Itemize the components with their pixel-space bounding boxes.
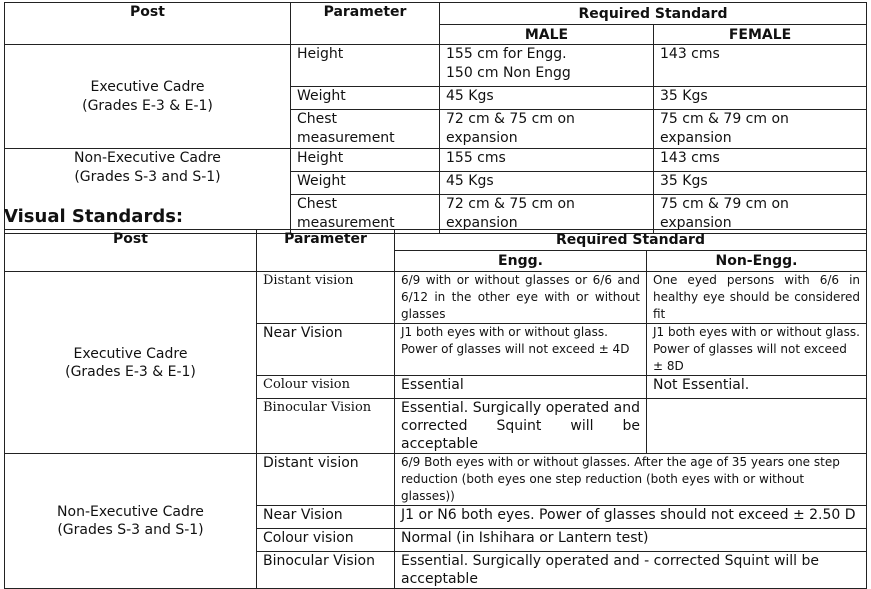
non-engg-cell: Not Essential. xyxy=(647,376,867,399)
post-name: Non-Executive Cadre xyxy=(57,504,204,520)
female-cell: 75 cm & 79 cm on expansion xyxy=(654,110,867,149)
female-cell: 143 cms xyxy=(654,149,867,172)
param-cell: Chest measurement xyxy=(291,110,440,149)
post-cell xyxy=(5,454,257,589)
param-cell: Weight xyxy=(291,172,440,195)
header-post: Post xyxy=(5,3,291,45)
female-cell: 35 Kgs xyxy=(654,172,867,195)
male-cell: 72 cm & 75 cm on expansion xyxy=(440,110,654,149)
male-line: 150 cm Non Engg xyxy=(446,65,571,81)
param-cell: Near Vision xyxy=(257,324,395,376)
header-male: MALE xyxy=(440,25,654,45)
param-cell: Height xyxy=(291,149,440,172)
female-cell: 35 Kgs xyxy=(654,87,867,110)
post-grades: (Grades E-3 & E-1) xyxy=(82,97,213,114)
param-cell: Near Vision xyxy=(257,506,395,529)
standard-cell: J1 or N6 both eyes. Power of glasses should not exceed ± 2.50 D xyxy=(395,506,867,529)
header-parameter: Parameter xyxy=(291,3,440,45)
male-line: 155 cm for Engg. xyxy=(446,46,567,62)
female-cell: 143 cms xyxy=(654,45,867,87)
visual-standards-heading: Visual Standards: xyxy=(4,206,184,227)
header-non-engg: Non-Engg. xyxy=(647,251,867,272)
post-grades: (Grades S-3 and S-1) xyxy=(57,522,204,538)
male-cell: 45 Kgs xyxy=(440,172,654,195)
param-cell: Binocular Vision xyxy=(257,552,395,589)
standard-cell: Essential. Surgically operated and - corrected Squint will be acceptable xyxy=(395,552,867,589)
standard-cell: 6/9 Both eyes with or without glasses. After the age of 35 years one step reduction (both eyes one step reduction (both eyes with or without glasses)) xyxy=(395,454,867,506)
post-name: Executive Cadre xyxy=(90,78,205,95)
header-engg: Engg. xyxy=(395,251,647,272)
header-required-standard: Required Standard xyxy=(440,3,867,25)
physical-standards-table xyxy=(4,2,867,234)
post-name: Non-Executive Cadre xyxy=(74,150,221,166)
post-cell xyxy=(5,45,291,149)
female-cell: 75 cm & 79 cm on expansion xyxy=(654,195,867,234)
param-cell: Distant vision xyxy=(257,454,395,506)
engg-cell: J1 both eyes with or without glass. Power of glasses will not exceed ± 4D xyxy=(395,324,647,376)
header-post: Post xyxy=(5,230,257,272)
non-engg-cell: J1 both eyes with or without glass. Power of glasses will not exceed ± 8D xyxy=(647,324,867,376)
param-cell: Colour vision xyxy=(257,529,395,552)
header-required-standard: Required Standard xyxy=(395,230,867,251)
engg-cell: Essential. Surgically operated and corrected Squint will be acceptable xyxy=(395,399,647,454)
param-cell: Distant vision xyxy=(257,272,395,324)
visual-standards-table xyxy=(4,229,867,589)
engg-cell: Essential xyxy=(395,376,647,399)
param-cell: Height xyxy=(291,45,440,87)
engg-cell: 6/9 with or without glasses or 6/6 and 6/12 in the other eye with or without glasses xyxy=(395,272,647,324)
param-cell: Weight xyxy=(291,87,440,110)
post-name: Executive Cadre xyxy=(73,345,188,362)
post-grades: (Grades E-3 & E-1) xyxy=(65,363,196,380)
header-female: FEMALE xyxy=(654,25,867,45)
male-cell: 45 Kgs xyxy=(440,87,654,110)
male-cell: 72 cm & 75 cm on expansion xyxy=(440,195,654,234)
post-cell xyxy=(5,272,257,454)
param-cell: Chest measurement xyxy=(291,195,440,234)
standard-cell: Normal (in Ishihara or Lantern test) xyxy=(395,529,867,552)
non-engg-cell: One eyed persons with 6/6 in healthy eye should be considered fit xyxy=(647,272,867,324)
post-grades: (Grades S-3 and S-1) xyxy=(74,169,221,185)
male-cell xyxy=(440,45,654,87)
header-parameter: Parameter xyxy=(257,230,395,272)
param-cell: Colour vision xyxy=(257,376,395,399)
male-cell: 155 cms xyxy=(440,149,654,172)
param-cell: Binocular Vision xyxy=(257,399,395,454)
non-engg-cell xyxy=(647,399,867,454)
